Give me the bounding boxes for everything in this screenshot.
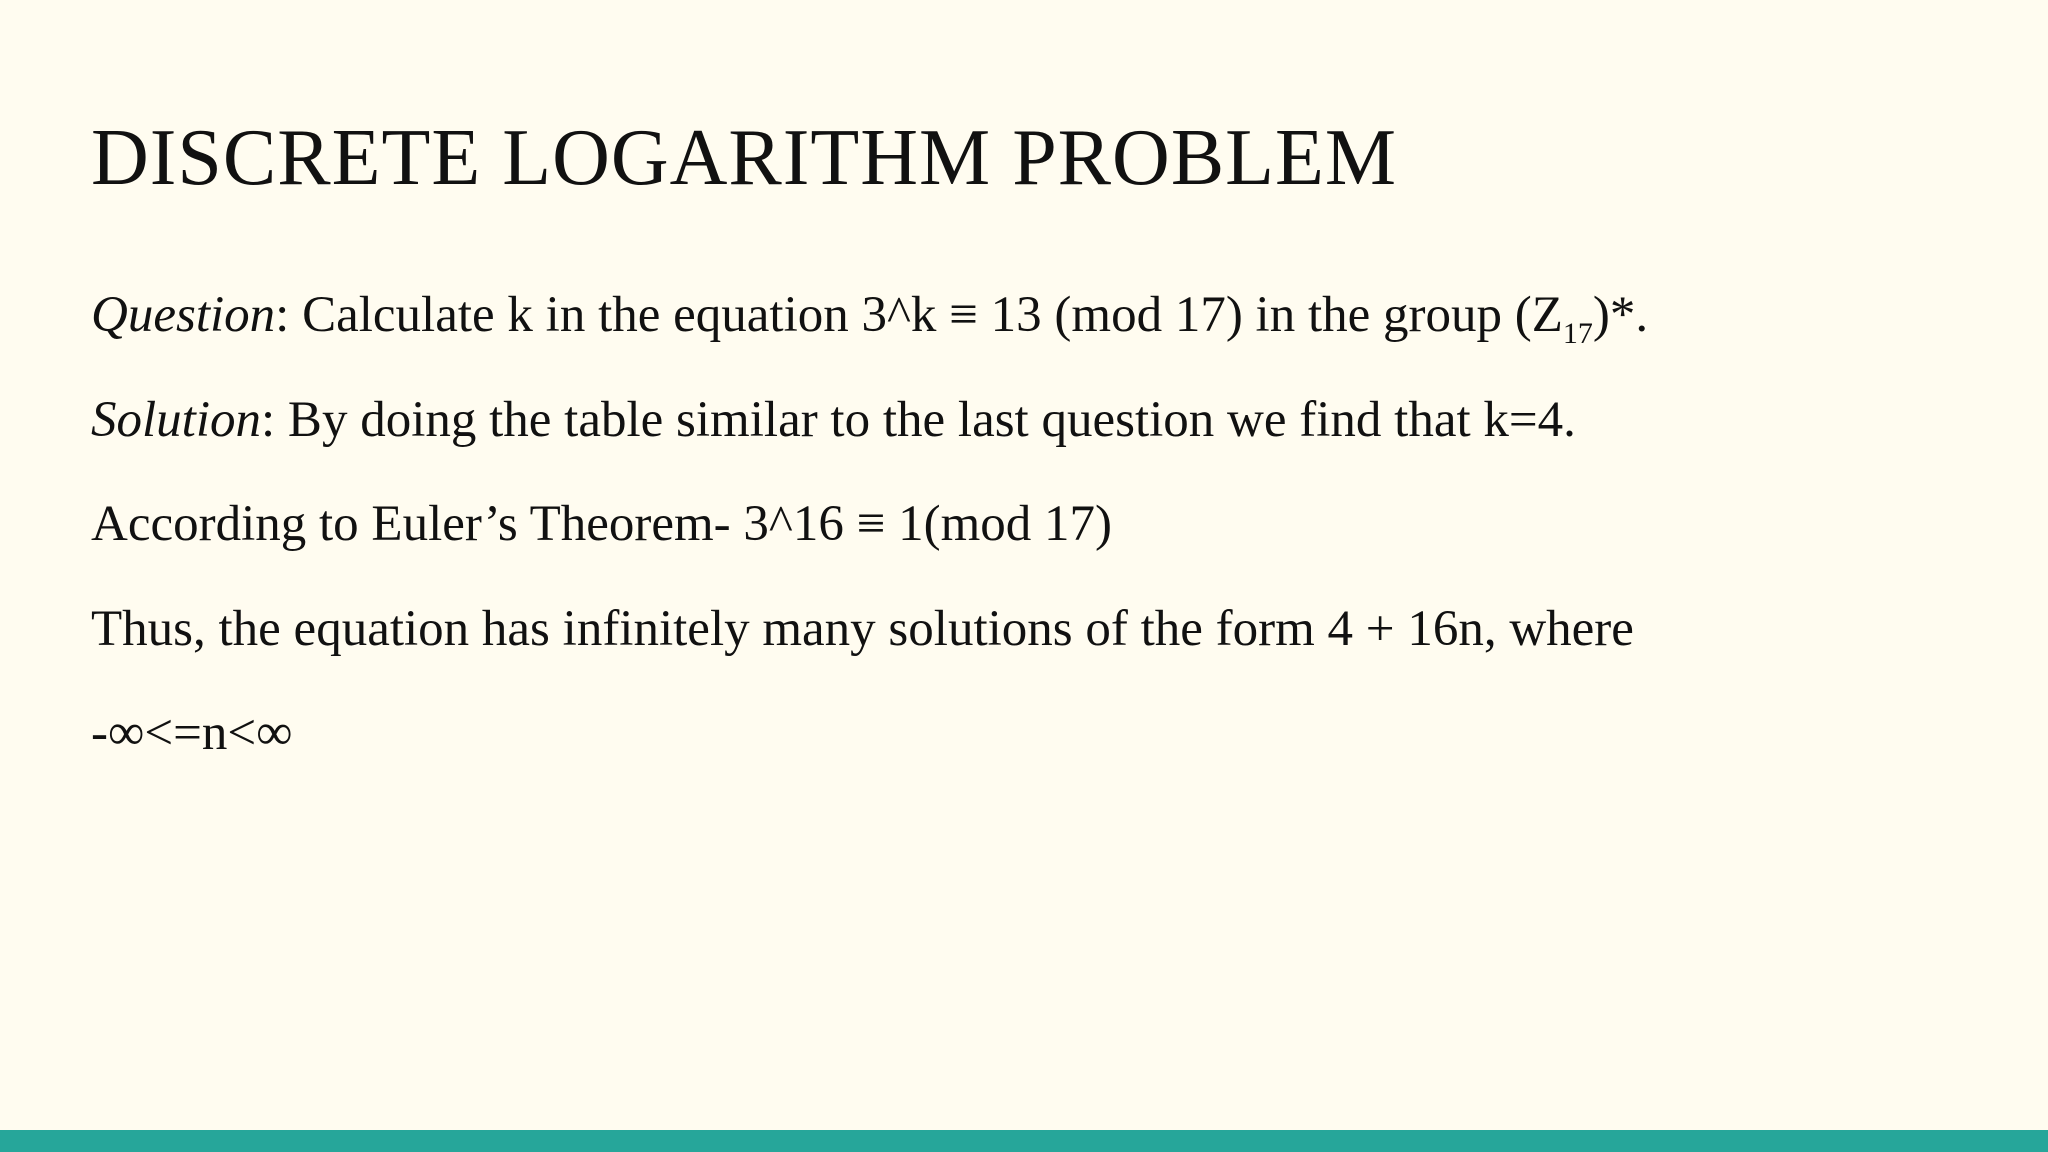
- question-label: Question: [91, 287, 276, 343]
- accent-bar: [0, 1130, 2048, 1152]
- solutions-form-line: Thus, the equation has infinitely many solutions of the form 4 + 16n, where: [91, 601, 1634, 657]
- group-subscript: 17: [1562, 317, 1593, 350]
- solution-line: [91, 392, 1576, 448]
- question-text: : Calculate k in the equation 3^k ≡ 13 (mod 17) in the group (Z: [275, 287, 1563, 343]
- question-line: [91, 287, 1649, 350]
- question-text-end: )*.: [1592, 287, 1649, 343]
- range-line: -∞<=n<∞: [91, 705, 293, 761]
- solution-label: Solution: [91, 392, 262, 448]
- slide-title: DISCRETE LOGARITHM PROBLEM: [91, 114, 1398, 202]
- solution-text: : By doing the table similar to the last question we find that k=4.: [261, 392, 1576, 448]
- euler-theorem-line: According to Euler’s Theorem- 3^16 ≡ 1(mod 17): [91, 496, 1112, 552]
